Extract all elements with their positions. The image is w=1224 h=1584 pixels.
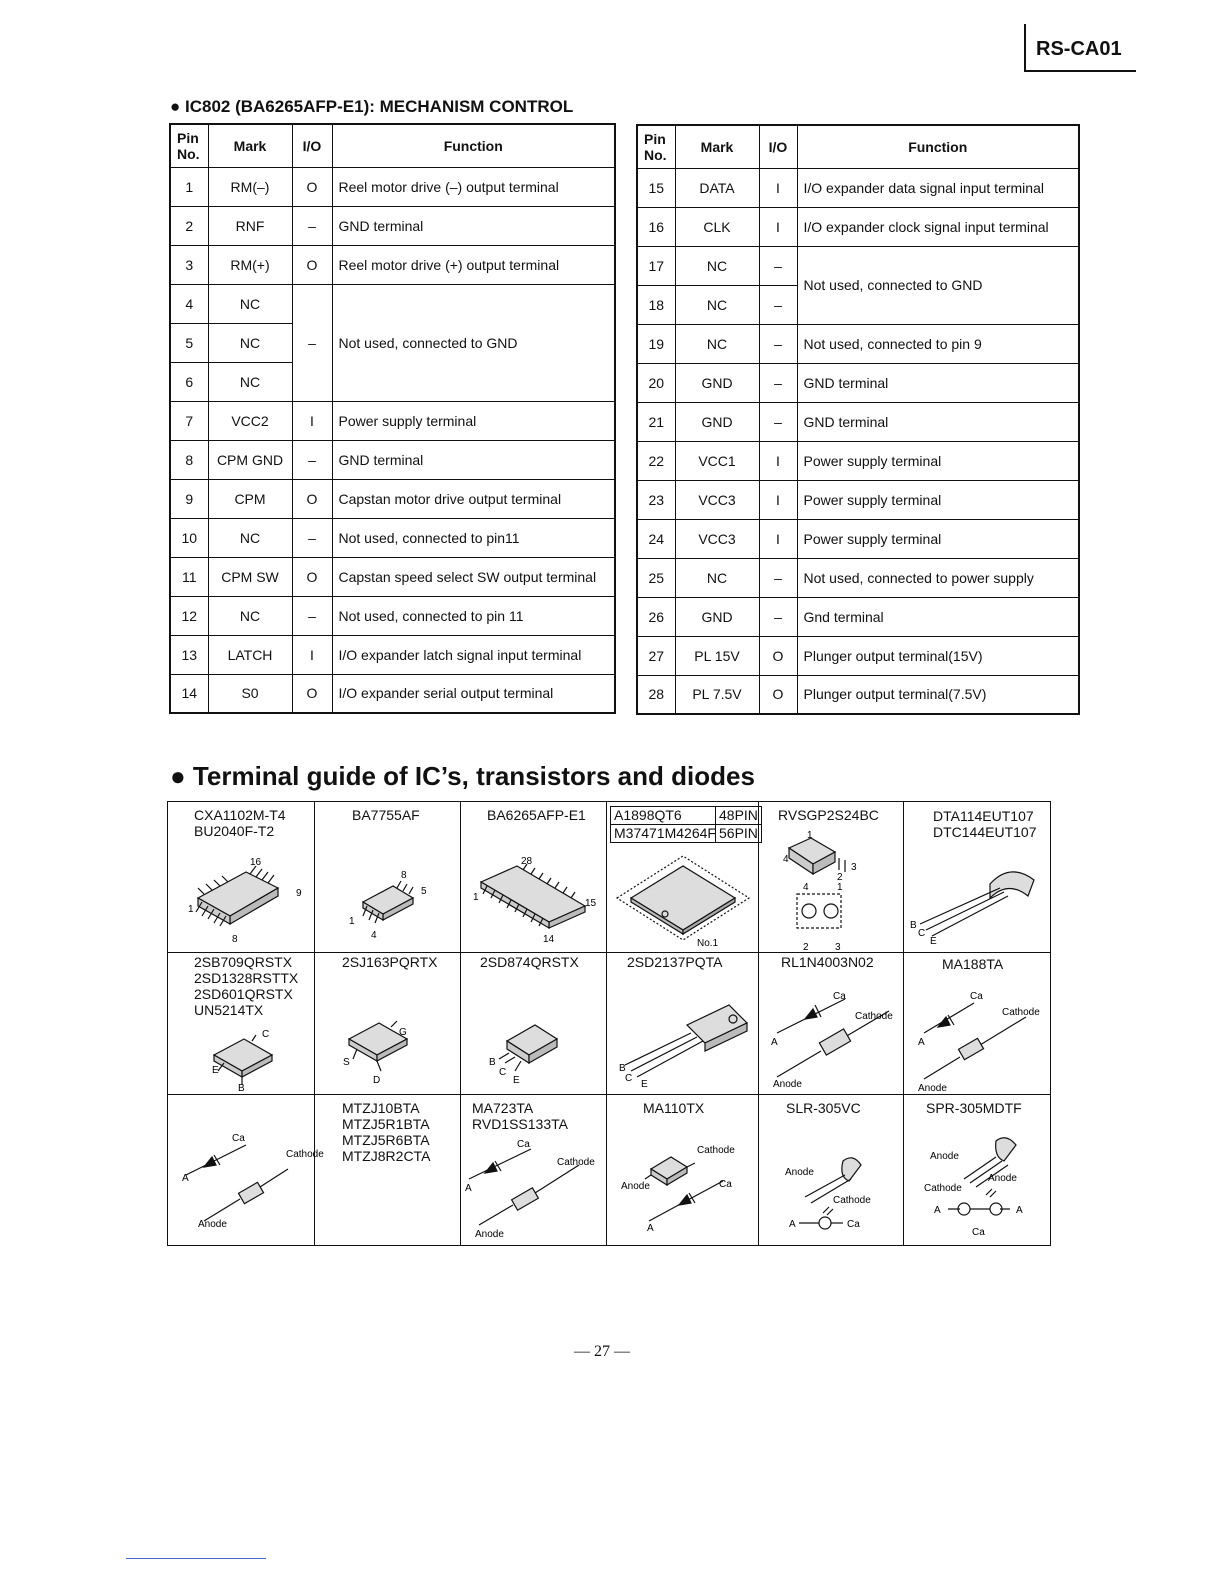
cell-qfp-ic <box>607 802 759 953</box>
pin-label: 8 <box>232 934 238 945</box>
part-name: M37471M4264F <box>611 825 716 842</box>
mark-cell: GND <box>675 363 759 402</box>
io-cell: I <box>292 401 332 440</box>
mark-cell: GND <box>675 402 759 441</box>
pin-number-cell: 26 <box>637 597 675 636</box>
pin-label: Cathode <box>1002 1007 1040 1018</box>
pin-number-cell: 21 <box>637 402 675 441</box>
part-name: MTZJ8R2CTA <box>342 1148 431 1164</box>
pin-number-cell: 23 <box>637 480 675 519</box>
table-row <box>637 207 1079 246</box>
pin-label: 1 <box>473 892 479 903</box>
pin-number-cell: 5 <box>170 323 208 362</box>
io-cell: – <box>292 518 332 557</box>
cell-ma188ta <box>904 953 1050 1095</box>
function-cell: Power supply terminal <box>332 401 615 440</box>
table-header-row <box>170 124 615 167</box>
function-cell: Reel motor drive (+) output terminal <box>332 245 615 284</box>
cell-2sd874 <box>461 953 607 1095</box>
terminal-guide-title: ● Terminal guide of IC’s, transistors and diodes <box>170 761 755 791</box>
to220-diagram <box>607 953 759 1095</box>
io-cell: I <box>759 519 797 558</box>
pin-label: A <box>918 1037 925 1048</box>
function-cell: GND terminal <box>797 363 1079 402</box>
pin-label: B <box>619 1063 626 1074</box>
pin-label: 1 <box>188 904 194 915</box>
terminal-guide-grid <box>167 801 1051 1246</box>
pin-number-cell: 15 <box>637 168 675 207</box>
table-row <box>170 596 615 635</box>
header-io: I/O <box>759 125 797 168</box>
cell-2sj163 <box>315 953 461 1095</box>
pin-label: Cathode <box>697 1145 735 1156</box>
mark-cell: NC <box>208 362 292 401</box>
pin-label: Cathode <box>924 1183 962 1194</box>
pin-label: Anode <box>621 1181 650 1192</box>
pin-label: C <box>625 1073 633 1084</box>
mark-cell: GND <box>675 597 759 636</box>
part-name: DTC144EUT107 <box>933 824 1037 840</box>
cell-slr-305vc <box>759 1095 904 1245</box>
io-cell: – <box>759 285 797 324</box>
header-no: No. <box>644 146 667 163</box>
mark-cell: NC <box>675 285 759 324</box>
mark-cell: VCC1 <box>675 441 759 480</box>
pin-label: D <box>373 1075 381 1086</box>
pin-label: E <box>930 936 937 947</box>
part-name: BA7755AF <box>352 807 420 823</box>
header-no: No. <box>177 145 200 162</box>
led-diagram <box>759 1095 904 1245</box>
table-row <box>637 519 1079 558</box>
pin-label: 1 <box>837 882 843 893</box>
photo-sensor-diagram <box>759 802 904 953</box>
mark-cell: NC <box>208 596 292 635</box>
mark-cell: VCC3 <box>675 519 759 558</box>
function-cell: Reel motor drive (–) output terminal <box>332 167 615 206</box>
mark-cell: VCC2 <box>208 401 292 440</box>
pin-number-cell: 22 <box>637 441 675 480</box>
pin-label: Cathode <box>286 1149 324 1160</box>
pin-number-cell: 3 <box>170 245 208 284</box>
function-cell: Power supply terminal <box>797 480 1079 519</box>
pin-label: Anode <box>785 1167 814 1178</box>
table-row <box>637 324 1079 363</box>
header-pin: Pin <box>177 129 199 146</box>
diode-diagram <box>461 1095 607 1245</box>
pin-label: Ca <box>970 991 983 1002</box>
pin-label: Cathode <box>833 1195 871 1206</box>
pin-number-cell: 19 <box>637 324 675 363</box>
table-row <box>637 675 1079 714</box>
table-header-row <box>637 125 1079 168</box>
pin-number-cell: 14 <box>170 674 208 713</box>
header-pin: Pin <box>644 130 666 147</box>
pin-label: Anode <box>773 1079 802 1090</box>
table-row <box>637 246 1079 285</box>
mark-cell: PL 15V <box>675 636 759 675</box>
function-cell: Plunger output terminal(15V) <box>797 636 1079 675</box>
io-cell: I <box>759 168 797 207</box>
part-name: 2SD1328RSTTX <box>194 970 299 986</box>
part-name: RVSGP2S24BC <box>778 807 879 823</box>
mark-cell: NC <box>675 558 759 597</box>
table-row <box>170 401 615 440</box>
io-cell: O <box>292 479 332 518</box>
part-name: A1898QT6 <box>611 807 716 824</box>
mark-cell: LATCH <box>208 635 292 674</box>
io-cell: O <box>292 167 332 206</box>
page-number: — 27 — <box>574 1343 630 1360</box>
pin-label: A <box>182 1173 189 1184</box>
mark-cell: RM(+) <box>208 245 292 284</box>
to92-diagram <box>904 802 1050 953</box>
part-name: 2SD874QRSTX <box>480 954 579 970</box>
part-name: MA110TX <box>643 1100 705 1116</box>
table-row <box>170 245 615 284</box>
pin-number-cell: 17 <box>637 246 675 285</box>
mark-cell: NC <box>675 324 759 363</box>
function-cell: I/O expander serial output terminal <box>332 674 615 713</box>
part-name: CXA1102M-T4 <box>194 807 286 823</box>
mark-cell: NC <box>208 284 292 323</box>
part-name: MTZJ10BTA <box>342 1100 420 1116</box>
pin-label: 14 <box>543 934 555 945</box>
table-row <box>637 636 1079 675</box>
pin-label: C <box>262 1029 270 1040</box>
io-cell: – <box>759 324 797 363</box>
io-cell: O <box>292 245 332 284</box>
table-row <box>170 557 615 596</box>
io-cell: – <box>292 440 332 479</box>
mark-cell: NC <box>675 246 759 285</box>
io-cell: – <box>759 558 797 597</box>
pin-label: C <box>918 928 926 939</box>
part-name: DTA114EUT107 <box>933 808 1034 824</box>
pin-number-cell: 9 <box>170 479 208 518</box>
pin-label: Anode <box>930 1151 959 1162</box>
mark-cell: CPM SW <box>208 557 292 596</box>
pin-label: Cathode <box>855 1011 893 1022</box>
pin-number-cell: 27 <box>637 636 675 675</box>
pin-label: 15 <box>585 898 597 909</box>
table-row <box>170 284 615 323</box>
io-cell: – <box>759 402 797 441</box>
mark-cell: CPM GND <box>208 440 292 479</box>
part-name: 2SD2137PQTA <box>627 954 723 970</box>
mark-cell: RNF <box>208 206 292 245</box>
io-cell: – <box>292 284 332 401</box>
io-cell: I <box>292 635 332 674</box>
part-names <box>342 1100 430 1164</box>
table-row <box>637 168 1079 207</box>
cell-ma110tx <box>607 1095 759 1245</box>
pin-label: B <box>910 920 917 931</box>
pin-label: Ca <box>972 1227 985 1238</box>
mark-cell: CLK <box>675 207 759 246</box>
function-cell: Gnd terminal <box>797 597 1079 636</box>
glass-diode-diagram <box>904 953 1050 1095</box>
mark-cell: NC <box>208 323 292 362</box>
io-cell: O <box>292 674 332 713</box>
header-pin-no <box>637 125 675 168</box>
io-cell: – <box>759 246 797 285</box>
pin-label: B <box>238 1083 245 1094</box>
pin-number-cell: 24 <box>637 519 675 558</box>
io-cell: – <box>292 596 332 635</box>
cell-2sb709 <box>168 953 315 1095</box>
pin-number-cell: 16 <box>637 207 675 246</box>
header-pin-no <box>170 124 208 167</box>
io-cell: I <box>759 207 797 246</box>
table-row <box>637 363 1079 402</box>
pin-label: 2 <box>837 872 843 883</box>
header-mark: Mark <box>675 125 759 168</box>
pin-label: 4 <box>803 882 809 893</box>
pin-label: C <box>499 1067 507 1078</box>
function-cell: Capstan motor drive output terminal <box>332 479 615 518</box>
part-name: MA723TA <box>472 1100 534 1116</box>
pin-label: Ca <box>833 991 846 1002</box>
cell-ba6265afp <box>461 802 607 953</box>
io-cell: – <box>759 363 797 402</box>
pin-number-cell: 11 <box>170 557 208 596</box>
table-row <box>170 518 615 557</box>
pin-table-right <box>636 124 1080 715</box>
pin-table-left-body <box>170 167 615 713</box>
function-cell: Plunger output terminal(7.5V) <box>797 675 1079 714</box>
part-name: 2SJ163PQRTX <box>342 954 438 970</box>
pin-number-cell: 25 <box>637 558 675 597</box>
io-cell: O <box>292 557 332 596</box>
function-cell: Not used, connected to GND <box>797 246 1079 324</box>
io-cell: I <box>759 441 797 480</box>
pin-label: Ca <box>232 1133 245 1144</box>
mark-cell: S0 <box>208 674 292 713</box>
part-name: 2SD601QRSTX <box>194 986 293 1002</box>
diode-diagram <box>168 1095 324 1245</box>
pin-label: 1 <box>349 916 355 927</box>
cell-rl1n4003 <box>759 953 904 1095</box>
part-name: BU2040F-T2 <box>194 823 275 839</box>
pin-label: 9 <box>296 888 302 899</box>
sot23-fet-diagram <box>315 953 461 1095</box>
pin-label: Ca <box>719 1179 732 1190</box>
mark-cell: VCC3 <box>675 480 759 519</box>
mark-cell: PL 7.5V <box>675 675 759 714</box>
table-row <box>170 635 615 674</box>
soic16-diagram <box>168 802 315 953</box>
pin-label: 16 <box>250 857 262 868</box>
part-name: MTZJ5R1BTA <box>342 1116 430 1132</box>
pin-label: 3 <box>835 942 841 953</box>
pin-table-left <box>169 123 616 714</box>
pin-label: B <box>489 1057 496 1068</box>
cell-rvsgp2s24bc <box>759 802 904 953</box>
part-name: BA6265AFP-E1 <box>487 807 586 823</box>
pin-label: A <box>789 1219 796 1230</box>
function-cell: Not used, connected to pin11 <box>332 518 615 557</box>
function-cell: GND terminal <box>332 206 615 245</box>
cell-dta114 <box>904 802 1050 953</box>
part-name: 2SB709QRSTX <box>194 954 293 970</box>
pin-label: 8 <box>401 870 407 881</box>
pin-count: 48PIN <box>719 807 758 823</box>
function-cell: Capstan speed select SW output terminal <box>332 557 615 596</box>
sot89-diagram <box>461 953 607 1095</box>
function-cell: I/O expander latch signal input terminal <box>332 635 615 674</box>
part-name: MA188TA <box>942 956 1004 972</box>
function-cell: Not used, connected to GND <box>332 284 615 401</box>
pin-number-cell: 4 <box>170 284 208 323</box>
function-cell: GND terminal <box>332 440 615 479</box>
table-row <box>170 674 615 713</box>
io-cell: O <box>759 675 797 714</box>
pin-number-cell: 18 <box>637 285 675 324</box>
function-cell: Not used, connected to pin 9 <box>797 324 1079 363</box>
cell-2sd2137 <box>607 953 759 1095</box>
cell-ma723ta <box>461 1095 607 1245</box>
pin-label: Anode <box>918 1083 947 1094</box>
function-cell: Power supply terminal <box>797 441 1079 480</box>
header-function: Function <box>797 125 1079 168</box>
pin-number-cell: 13 <box>170 635 208 674</box>
function-cell: Power supply terminal <box>797 519 1079 558</box>
pin-number-cell: 2 <box>170 206 208 245</box>
pin-label: 3 <box>851 862 857 873</box>
table-row <box>637 558 1079 597</box>
table-row <box>637 597 1079 636</box>
hsop28-diagram <box>461 802 607 953</box>
mark-cell: CPM <box>208 479 292 518</box>
table-row <box>170 206 615 245</box>
table-row <box>637 402 1079 441</box>
pin-number-cell: 1 <box>170 167 208 206</box>
header-function: Function <box>332 124 615 167</box>
cell-spr-305mdtf <box>904 1095 1050 1245</box>
pin-label: E <box>513 1075 520 1086</box>
part-name: MTZJ5R6BTA <box>342 1132 430 1148</box>
qfp-diagram <box>607 802 759 953</box>
function-cell: I/O expander data signal input terminal <box>797 168 1079 207</box>
header-io: I/O <box>292 124 332 167</box>
pin-count: 56PIN <box>719 825 758 841</box>
mini-diode-diagram <box>607 1095 759 1245</box>
pin-label: Cathode <box>557 1157 595 1168</box>
cell-diode-unnamed <box>168 1095 324 1245</box>
pin-label: Ca <box>517 1139 530 1150</box>
model-number: RS-CA01 <box>1036 38 1122 60</box>
table-row <box>170 167 615 206</box>
pin-label: 4 <box>371 930 377 941</box>
function-cell: GND terminal <box>797 402 1079 441</box>
pin-number-cell: 12 <box>170 596 208 635</box>
mark-cell: NC <box>208 518 292 557</box>
table-row <box>637 480 1079 519</box>
io-cell: I <box>759 480 797 519</box>
part-name: SLR-305VC <box>786 1100 861 1116</box>
pin-label: Ca <box>847 1219 860 1230</box>
cell-cxa1102m <box>168 802 315 953</box>
pin-label: Anode <box>475 1229 504 1240</box>
part-name: UN5214TX <box>194 1002 264 1018</box>
table-row <box>170 440 615 479</box>
pin-number-cell: 20 <box>637 363 675 402</box>
dual-led-diagram <box>904 1095 1050 1245</box>
sot23-diagram <box>168 953 315 1095</box>
cell-mtzj <box>315 1095 461 1245</box>
table-row <box>637 441 1079 480</box>
pin-number-cell: 7 <box>170 401 208 440</box>
pin-label: A <box>465 1183 472 1194</box>
pin-label: A <box>647 1223 654 1234</box>
pin-label: A <box>1016 1205 1023 1216</box>
function-cell: Not used, connected to pin 11 <box>332 596 615 635</box>
soic8-diagram <box>315 802 461 953</box>
function-cell: I/O expander clock signal input terminal <box>797 207 1079 246</box>
mark-cell: DATA <box>675 168 759 207</box>
pin-label: E <box>212 1065 219 1076</box>
pin-number-cell: 10 <box>170 518 208 557</box>
pin-label: 28 <box>521 856 533 867</box>
io-cell: – <box>759 597 797 636</box>
pin-number-cell: 28 <box>637 675 675 714</box>
pin-table-right-body <box>637 168 1079 714</box>
cell-ba7755af <box>315 802 461 953</box>
pin-label: G <box>399 1027 407 1038</box>
pin-label: Anode <box>988 1173 1017 1184</box>
pin-label: Anode <box>198 1219 227 1230</box>
bottom-rule <box>126 1558 266 1559</box>
pin-label: 5 <box>421 886 427 897</box>
pin-number-cell: 6 <box>170 362 208 401</box>
io-cell: – <box>292 206 332 245</box>
pin-label: S <box>343 1057 350 1068</box>
pin-label: 2 <box>803 942 809 953</box>
function-cell: Not used, connected to power supply <box>797 558 1079 597</box>
pin-number-cell: 8 <box>170 440 208 479</box>
part-name: RL1N4003N02 <box>781 954 874 970</box>
pin-label: No.1 <box>697 938 719 949</box>
io-cell: O <box>759 636 797 675</box>
axial-diode-diagram <box>759 953 904 1095</box>
pin-label: 1 <box>807 830 813 841</box>
table-row <box>170 479 615 518</box>
header-mark: Mark <box>208 124 292 167</box>
pin-label: 4 <box>783 854 789 865</box>
part-name: SPR-305MDTF <box>926 1100 1022 1116</box>
pin-label: A <box>771 1037 778 1048</box>
pin-label: A <box>934 1205 941 1216</box>
part-name: RVD1SS133TA <box>472 1116 568 1132</box>
section-title: ● IC802 (BA6265AFP-E1): MECHANISM CONTROL <box>170 97 574 116</box>
pin-label: E <box>641 1079 648 1090</box>
mark-cell: RM(–) <box>208 167 292 206</box>
